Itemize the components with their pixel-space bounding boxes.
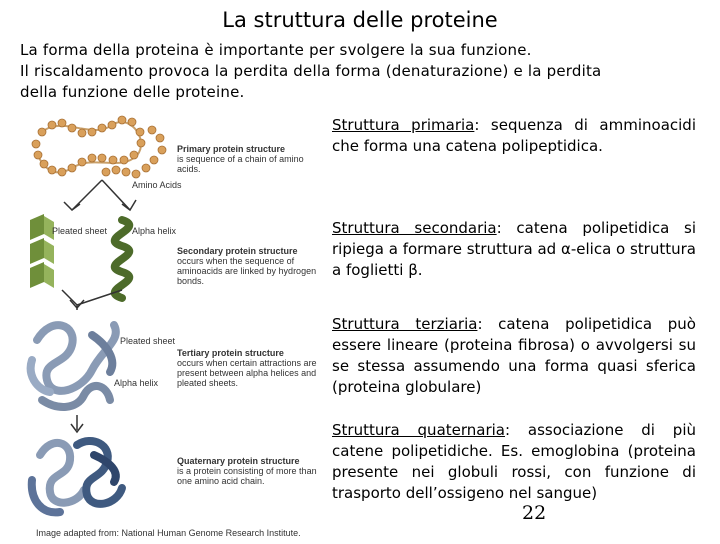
tertiary-structure-icon (31, 325, 116, 407)
pleated-sheet-icon (30, 214, 54, 288)
intro-line-2: Il riscaldamento provoca la perdita della forma (denaturazione) e la perdita (20, 62, 602, 80)
term-quaternaria: Struttura quaternaria (332, 421, 505, 439)
pleated-sheet-label-2: Pleated sheet (120, 336, 176, 346)
primary-structure-caption (177, 144, 317, 174)
intro-line-3: della funzione delle proteine. (20, 83, 245, 101)
term-primaria: Struttura primaria (332, 116, 475, 134)
secondary-structure-desc: occurs when the sequence of aminoacids are linked by hydrogen bonds. (177, 256, 317, 286)
text-quaternaria: : associazione di più catene polipetidiche. Es. emoglobina (proteina presente nei globuli rossi, con funzione di trasporto dell’ossigeno nel sangue) (332, 421, 696, 502)
intro-line-1: La forma della proteina è importante per svolgere la sua funzione. (20, 41, 532, 59)
quaternary-structure-icon (32, 441, 122, 512)
amino-acid-chain-icon (32, 116, 166, 178)
page-number: 22 (522, 502, 547, 524)
tertiary-structure-caption (177, 348, 322, 388)
quaternary-structure-desc: is a protein consisting of more than one amino acid chain. (177, 466, 317, 486)
secondary-structure-title: Secondary protein structure (177, 246, 298, 256)
image-credit: Image adapted from: National Human Genome Research Institute. (36, 528, 301, 538)
page-title: La struttura delle proteine (222, 8, 498, 32)
pleated-sheet-label: Pleated sheet (52, 226, 108, 236)
term-secondaria: Struttura secondaria (332, 219, 497, 237)
section-primaria (332, 115, 696, 157)
tertiary-structure-desc: occurs when certain attractions are present between alpha helices and pleated sheets. (177, 358, 317, 388)
text-terziaria: : catena polipetidica può essere lineare (proteina fibrosa) o avvolgersi su se stessa assumendo una forma quasi sferica (proteina globulare) (332, 315, 696, 396)
section-secondaria (332, 218, 696, 281)
tertiary-structure-title: Tertiary protein structure (177, 348, 284, 358)
text-secondaria: : catena polipetidica si ripiega a formare struttura ad α-elica o struttura a foglietti β. (332, 219, 696, 279)
text-primaria: : sequenza di amminoacidi che forma una catena polipeptidica. (332, 116, 696, 155)
intro-text (20, 40, 700, 103)
alpha-helix-label-2: Alpha helix (114, 378, 159, 388)
quaternary-structure-title: Quaternary protein structure (177, 456, 300, 466)
section-quaternaria (332, 420, 696, 504)
quaternary-structure-caption (177, 456, 317, 486)
secondary-structure-caption (177, 246, 322, 286)
alpha-helix-label: Alpha helix (132, 226, 177, 236)
amino-acids-label: Amino Acids (132, 180, 182, 190)
primary-structure-desc: is sequence of a chain of amino acids. (177, 154, 304, 174)
section-terziaria (332, 314, 696, 398)
alpha-helix-icon (115, 220, 129, 298)
protein-structure-figure (22, 110, 322, 540)
primary-structure-title: Primary protein structure (177, 144, 286, 154)
term-terziaria: Struttura terziaria (332, 315, 478, 333)
